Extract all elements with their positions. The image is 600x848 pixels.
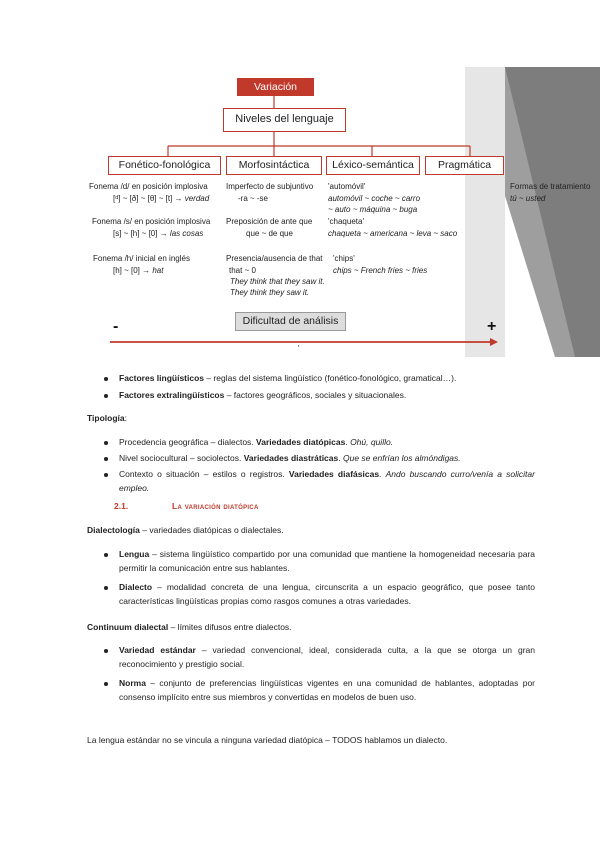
variation-diagram	[0, 0, 600, 360]
def-dialecto: Dialecto – modalidad concreta de una lengua, circunscrita a un espacio geográfico, que posee tanto características lingüísticas propias como rasgos comunes a otras variedades.	[119, 582, 535, 606]
plus-sign: +	[487, 318, 497, 335]
lexico-line4: 'chaqueta'	[328, 217, 364, 226]
lexico-line2: automóvil ~ coche ~ carro	[328, 194, 421, 203]
category-morfo: Morfosintáctica	[226, 156, 322, 175]
morfo-line8: They think they saw it.	[230, 288, 310, 297]
morfo-line2: -ra ~ -se	[238, 194, 269, 203]
pragma-line1: Formas de tratamiento	[510, 182, 591, 191]
small-mark: '	[298, 344, 300, 353]
minus-sign: -	[113, 318, 119, 335]
diagram-connectors	[0, 0, 600, 360]
dialectologia-line: Dialectología – variedades diatópicas o dialectales.	[87, 525, 284, 535]
fonetico-line3: Fonema /s/ en posición implosiva	[92, 217, 211, 226]
tipologia-item-1: Procedencia geográfica – dialectos. Variedades diatópicas. Ohú, quillo.	[119, 437, 394, 447]
fonetico-line5: Fonema /h/ inicial en inglés	[93, 254, 190, 263]
morfo-line3: Preposición de ante que	[226, 217, 313, 226]
category-lexico: Léxico-semántica	[326, 156, 420, 175]
def-variedad-estandar: Variedad estándar – variedad convencional, ideal, considerada culta, a la que se otorga un gran reconocimiento y prestigio social.	[119, 645, 535, 669]
tipologia-item-3: Contexto o situación – estilos o registros. Variedades diafásicas. Ando buscando curro/venía a solicitar empleo.	[119, 469, 535, 493]
final-statement: La lengua estándar no se vincula a ninguna variedad diatópica – TODOS hablamos un dialecto.	[87, 735, 448, 745]
fonetico-line4: [s] ~ [h] ~ [0] → las cosas	[113, 229, 204, 238]
fonetico-line2: [ᵈ] ~ [ð] ~ [θ] ~ [t] → verdad	[113, 194, 210, 203]
fonetico-line6: [h] ~ [0] → hat	[113, 266, 164, 275]
fonetico-line1: Fonema /d/ en posición implosiva	[89, 182, 208, 191]
morfo-line5: Presencia/ausencia de that	[226, 254, 323, 263]
morfo-line7: They think that they saw it.	[230, 277, 325, 286]
diagram-title-box: Variación	[237, 78, 314, 96]
lexico-line3: ~ auto ~ máquina ~ buga	[328, 205, 418, 214]
morfo-line6: that ~ 0	[229, 266, 256, 275]
section-heading: 2.1. La variación diatópica	[114, 501, 259, 511]
lexico-line6: 'chips'	[333, 254, 355, 263]
pragma-line2: tú ~ usted	[510, 194, 546, 203]
morfo-line1: Imperfecto de subjuntivo	[226, 182, 314, 191]
lexico-line5: chaqueta ~ americana ~ leva ~ saco	[328, 229, 458, 238]
factor-linguistic: Factores lingüísticos – reglas del sistema lingüístico (fonético-fonológico, gramatical…).	[119, 373, 457, 383]
morfo-line4: que ~ de que	[246, 229, 293, 238]
factor-extralinguistic: Factores extralingüísticos – factores geográficos, sociales y situacionales.	[119, 390, 407, 400]
def-lengua: Lengua – sistema lingüístico compartido por una comunidad que mantiene la homogeneidad necesaria para permitir la comunicación entre sus hablantes.	[119, 549, 535, 573]
tipologia-item-2: Nivel sociocultural – sociolectos. Variedades diastráticas. Que se enfrían los almóndigas.	[119, 453, 461, 463]
difficulty-box: Dificultad de análisis	[235, 312, 346, 331]
def-norma: Norma – conjunto de preferencias lingüísticas vigentes en una comunidad de hablantes, adoptadas por consenso implícito entre sus miembros y convertidas en modelos de buen uso.	[119, 678, 535, 702]
lexico-line7: chips ~ French fries ~ fries	[333, 266, 428, 275]
lexico-line1: 'automóvil'	[328, 182, 366, 191]
continuum-line: Continuum dialectal – límites difusos entre dialectos.	[87, 622, 292, 632]
category-pragma: Pragmática	[425, 156, 504, 175]
category-fonetico: Fonético-fonológica	[108, 156, 221, 175]
tipologia-heading: Tipología:	[87, 413, 127, 423]
levels-box: Niveles del lenguaje	[223, 108, 346, 132]
